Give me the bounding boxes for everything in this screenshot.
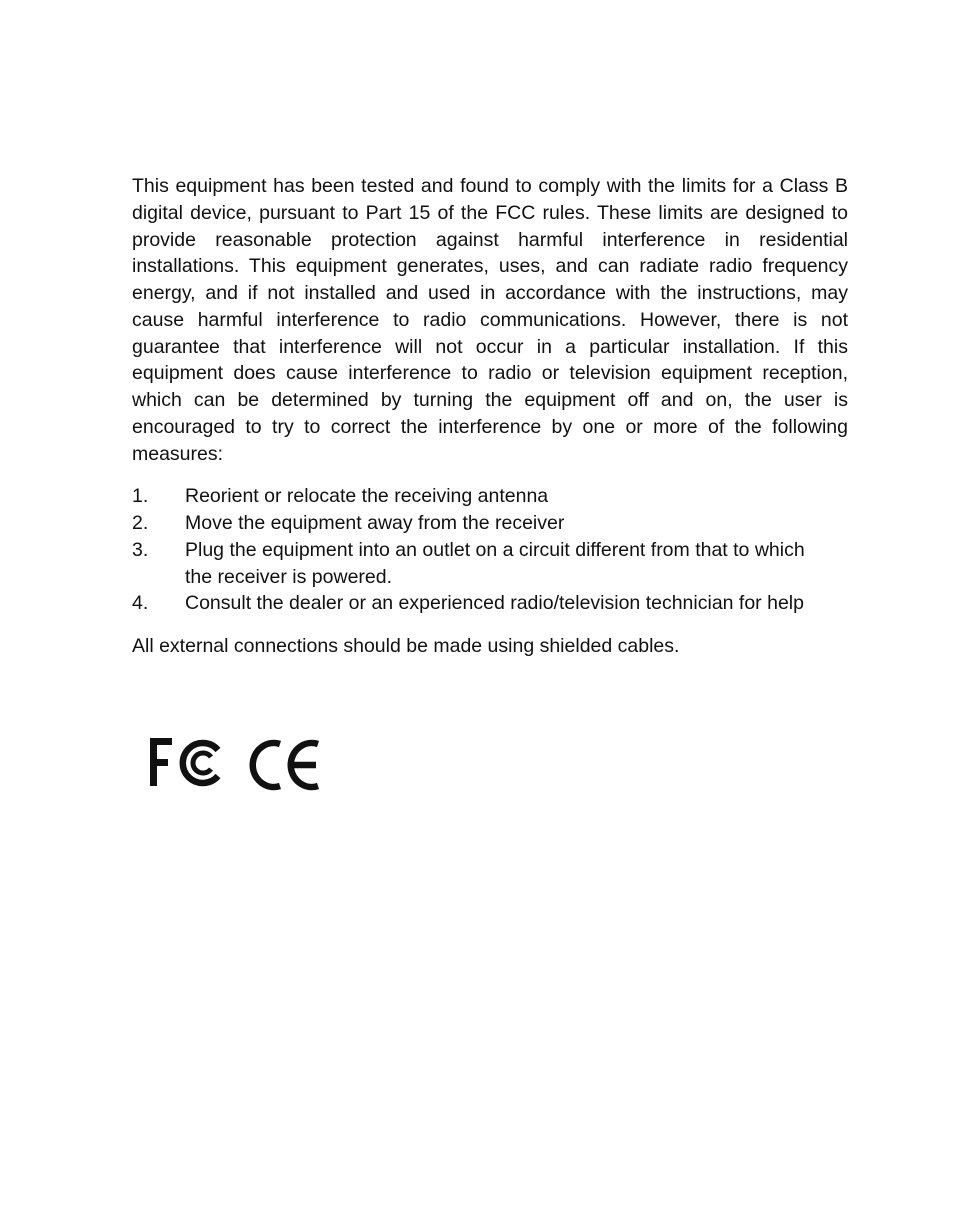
shielded-cables-note: All external connections should be made using shielded cables. [132,635,680,657]
list-item-text: Reorient or relocate the receiving antenna [185,485,549,508]
list-item [132,537,812,591]
measures-list [132,483,812,617]
list-item [132,510,812,537]
certification-logos [148,734,328,794]
fcc-logo-icon [150,738,172,786]
list-item-text: Move the equipment away from the receiver [185,512,565,534]
ce-mark-icon [253,743,318,787]
list-item-text: Plug the equipment into an outlet on a circuit different from that to which the receiver is powered. [185,538,805,588]
compliance-statement [132,173,848,660]
list-item-number: 4. [132,592,149,615]
list-item [132,483,812,510]
list-item-number: 3. [132,538,149,561]
list-item-number: 2. [132,512,149,534]
fcc-c-icon [183,743,218,783]
list-item-text: Consult the dealer or an experienced radio/television technician for help [185,592,804,615]
list-item [132,590,812,617]
list-item-number: 1. [132,485,149,508]
fcc-intro-paragraph: This equipment has been tested and found to comply with the limits for a Class B digital device, pursuant to Part 15 of the FCC rules. These limits are designed to provide reasonable protection against harmful interference in residential installations. This equipment generates, uses, and can radiate radio frequency energy, and if not installed and used in accordance with the instructions, may cause harmful interference to radio communications. However, there is not guarantee that interference will not occur in a particular installation. If this equipment does cause interference to radio or television equipment reception, which can be determined by turning the equipment off and on, the user is encouraged to try to correct the interference by one or more of the following measures: [132,175,848,465]
